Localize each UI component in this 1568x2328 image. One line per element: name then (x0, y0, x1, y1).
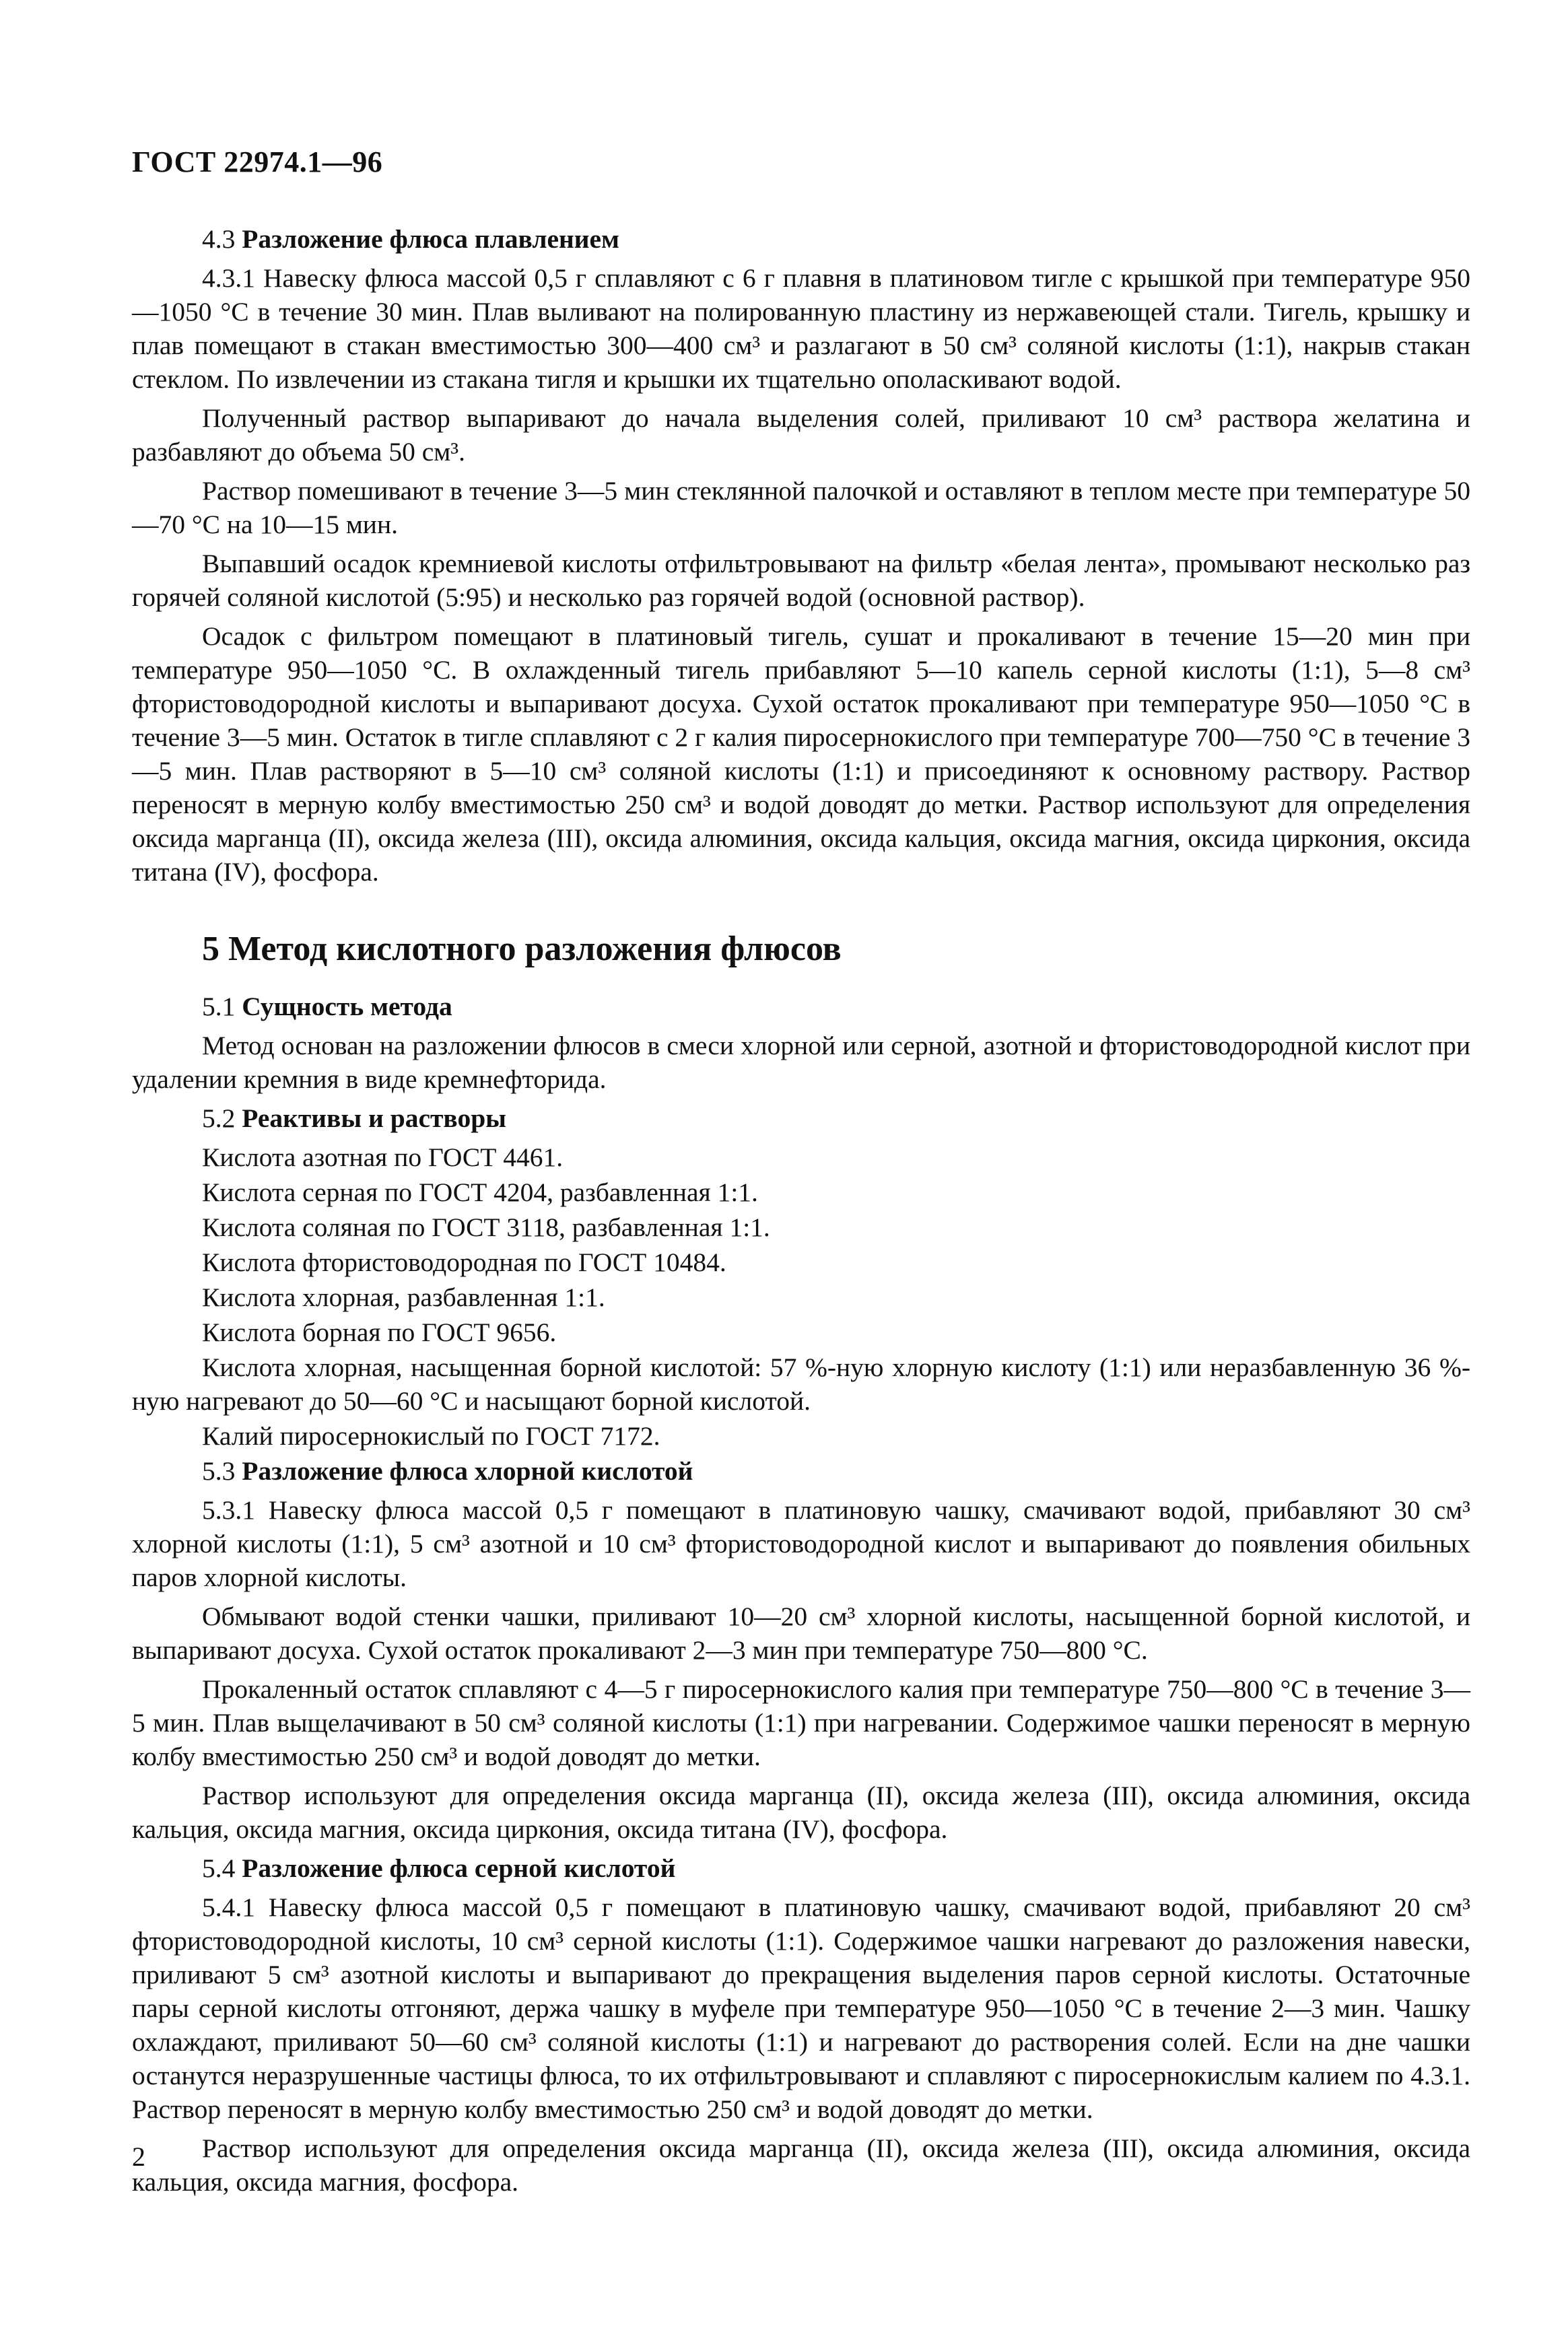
list-item: Калий пиросернокислый по ГОСТ 7172. (202, 1421, 660, 1451)
subsection-title: Реактивы и растворы (242, 1103, 507, 1133)
paragraph: 4.3.1 Навеску флюса массой 0,5 г сплавляют с 6 г плавня в платиновом тигле с крышкой при температуре 950—1050 °С в течение 30 мин. Плав выливают на полированную пластину из нержавеющей стали. Тигель, крышку и плав помещают в стакан вместимостью 300—400 см³ и разлагают в 50 см³ соляной кислоты (1:1), накрыв стакан стеклом. По извлечении из стакана тигля и крышки их тщательно ополаскивают водой. (132, 263, 1470, 394)
paragraph: 5.4.1 Навеску флюса массой 0,5 г помещают в платиновую чашку, смачивают водой, прибавляют 20 см³ фтористоводородной кислоты, 10 см³ серной кислоты (1:1). Содержимое чашки нагревают до разложения навески, приливают 5 см³ азотной кислоты и выпаривают до прекращения выделения паров серной кислоты. Остаточные пары серной кислоты отгоняют, держа чашку в муфеле при температуре 950—1050 °С в течение 2—3 мин. Чашку охлаждают, приливают 50—60 см³ соляной кислоты (1:1) и нагревают до растворения солей. Если на дне чашки останутся неразрушенные частицы флюса, то их отфильтровывают и сплавляют с пиросернокислым калием по 4.3.1. Раствор переносят в мерную колбу вместимостью 250 см³ и водой доводят до метки. (132, 1892, 1470, 2124)
subsection-number: 5.2 (202, 1103, 236, 1133)
list-item: Кислота борная по ГОСТ 9656. (202, 1317, 557, 1347)
paragraph: Раствор используют для определения оксида марганца (II), оксида железа (III), оксида алюминия, оксида кальция, оксида магния, оксида циркония, оксида титана (IV), фосфора. (132, 1781, 1470, 1844)
subsection-heading-5-1 (132, 990, 1470, 1023)
list-item: Кислота хлорная, разбавленная 1:1. (202, 1282, 605, 1312)
paragraph: Полученный раствор выпаривают до начала выделения солей, приливают 10 см³ раствора желатина и разбавляют до объема 50 см³. (132, 403, 1470, 467)
paragraph: Раствор используют для определения оксида марганца (II), оксида железа (III), оксида алюминия, оксида кальция, оксида магния, фосфора. (132, 2133, 1470, 2197)
subsection-number: 5.3 (202, 1456, 236, 1486)
list-item: Кислота хлорная, насыщенная борной кислотой: 57 %-ную хлорную кислоту (1:1) или неразбавленную 36 %-ную нагревают до 50—60 °С и насыщают борной кислотой. (132, 1353, 1470, 1416)
paragraph: Метод основан на разложении флюсов в смеси хлорной или серной, азотной и фтористоводородной кислот при удалении кремния в виде кремнефторида. (132, 1031, 1470, 1094)
paragraph: Обмывают водой стенки чашки, приливают 10—20 см³ хлорной кислоты, насыщенной борной кислотой, и выпаривают досуха. Сухой остаток прокаливают 2—3 мин при температуре 750—800 °С. (132, 1602, 1470, 1665)
list-item: Кислота серная по ГОСТ 4204, разбавленная 1:1. (202, 1177, 758, 1207)
subsection-heading-5-4 (132, 1851, 1470, 1885)
paragraph: Прокаленный остаток сплавляют с 4—5 г пиросернокислого калия при температуре 750—800 °С в течение 3—5 мин. Плав выщелачивают в 50 см³ соляной кислоты (1:1) при нагревании. Содержимое чашки переносят в мерную колбу вместимостью 250 см³ и водой доводят до метки. (132, 1674, 1470, 1771)
page-number: 2 (132, 2142, 145, 2172)
subsection-number: 5.4 (202, 1853, 236, 1883)
paragraph: Выпавший осадок кремниевой кислоты отфильтровывают на фильтр «белая лента», промывают несколько раз горячей соляной кислотой (5:95) и несколько раз горячей водой (основной раствор). (132, 549, 1470, 612)
document-body (132, 222, 1470, 2204)
subsection-heading-5-3 (132, 1454, 1470, 1488)
document-header: ГОСТ 22974.1—96 (132, 145, 383, 178)
subsection-number: 5.1 (202, 992, 236, 1021)
paragraph: Раствор помешивают в течение 3—5 мин стеклянной палочкой и оставляют в теплом месте при температуре 50—70 °С на 10—15 мин. (132, 476, 1470, 539)
subsection-number: 4.3 (202, 224, 236, 254)
subsection-title: Сущность метода (242, 992, 452, 1021)
paragraph: 5.3.1 Навеску флюса массой 0,5 г помещают в платиновую чашку, смачивают водой, прибавляют 30 см³ хлорной кислоты (1:1), 5 см³ азотной и 10 см³ фтористоводородной кислот и выпаривают до появления обильных паров хлорной кислоты. (132, 1495, 1470, 1592)
reagents-list (132, 1140, 1470, 1453)
subsection-heading-5-2 (132, 1101, 1470, 1135)
paragraph: Осадок с фильтром помещают в платиновый тигель, сушат и прокаливают в течение 15—20 мин при температуре 950—1050 °С. В охлажденный тигель прибавляют 5—10 капель серной кислоты (1:1), 5—8 см³ фтористоводородной кислоты и выпаривают досуха. Сухой остаток прокаливают при температуре 950—1050 °С в течение 3—5 мин. Остаток в тигле сплавляют с 2 г калия пиросернокислого при температуре 700—750 °С в течение 3—5 мин. Плав растворяют в 5—10 см³ соляной кислоты (1:1) и присоединяют к основному раствору. Раствор переносят в мерную колбу вместимостью 250 см³ и водой доводят до метки. Раствор используют для определения оксида марганца (II), оксида железа (III), оксида алюминия, оксида кальция, оксида магния, оксида циркония, оксида титана (IV), фосфора. (132, 621, 1470, 887)
section-title: 5 Метод кислотного разложения флюсов (202, 930, 842, 968)
subsection-title: Разложение флюса плавлением (242, 224, 619, 254)
list-item: Кислота фтористоводородная по ГОСТ 10484. (202, 1247, 726, 1277)
subsection-title: Разложение флюса хлорной кислотой (242, 1456, 693, 1486)
subsection-title: Разложение флюса серной кислотой (242, 1853, 676, 1883)
list-item: Кислота соляная по ГОСТ 3118, разбавленная 1:1. (202, 1212, 770, 1242)
list-item: Кислота азотная по ГОСТ 4461. (202, 1142, 564, 1172)
subsection-heading-4-3 (132, 222, 1470, 256)
